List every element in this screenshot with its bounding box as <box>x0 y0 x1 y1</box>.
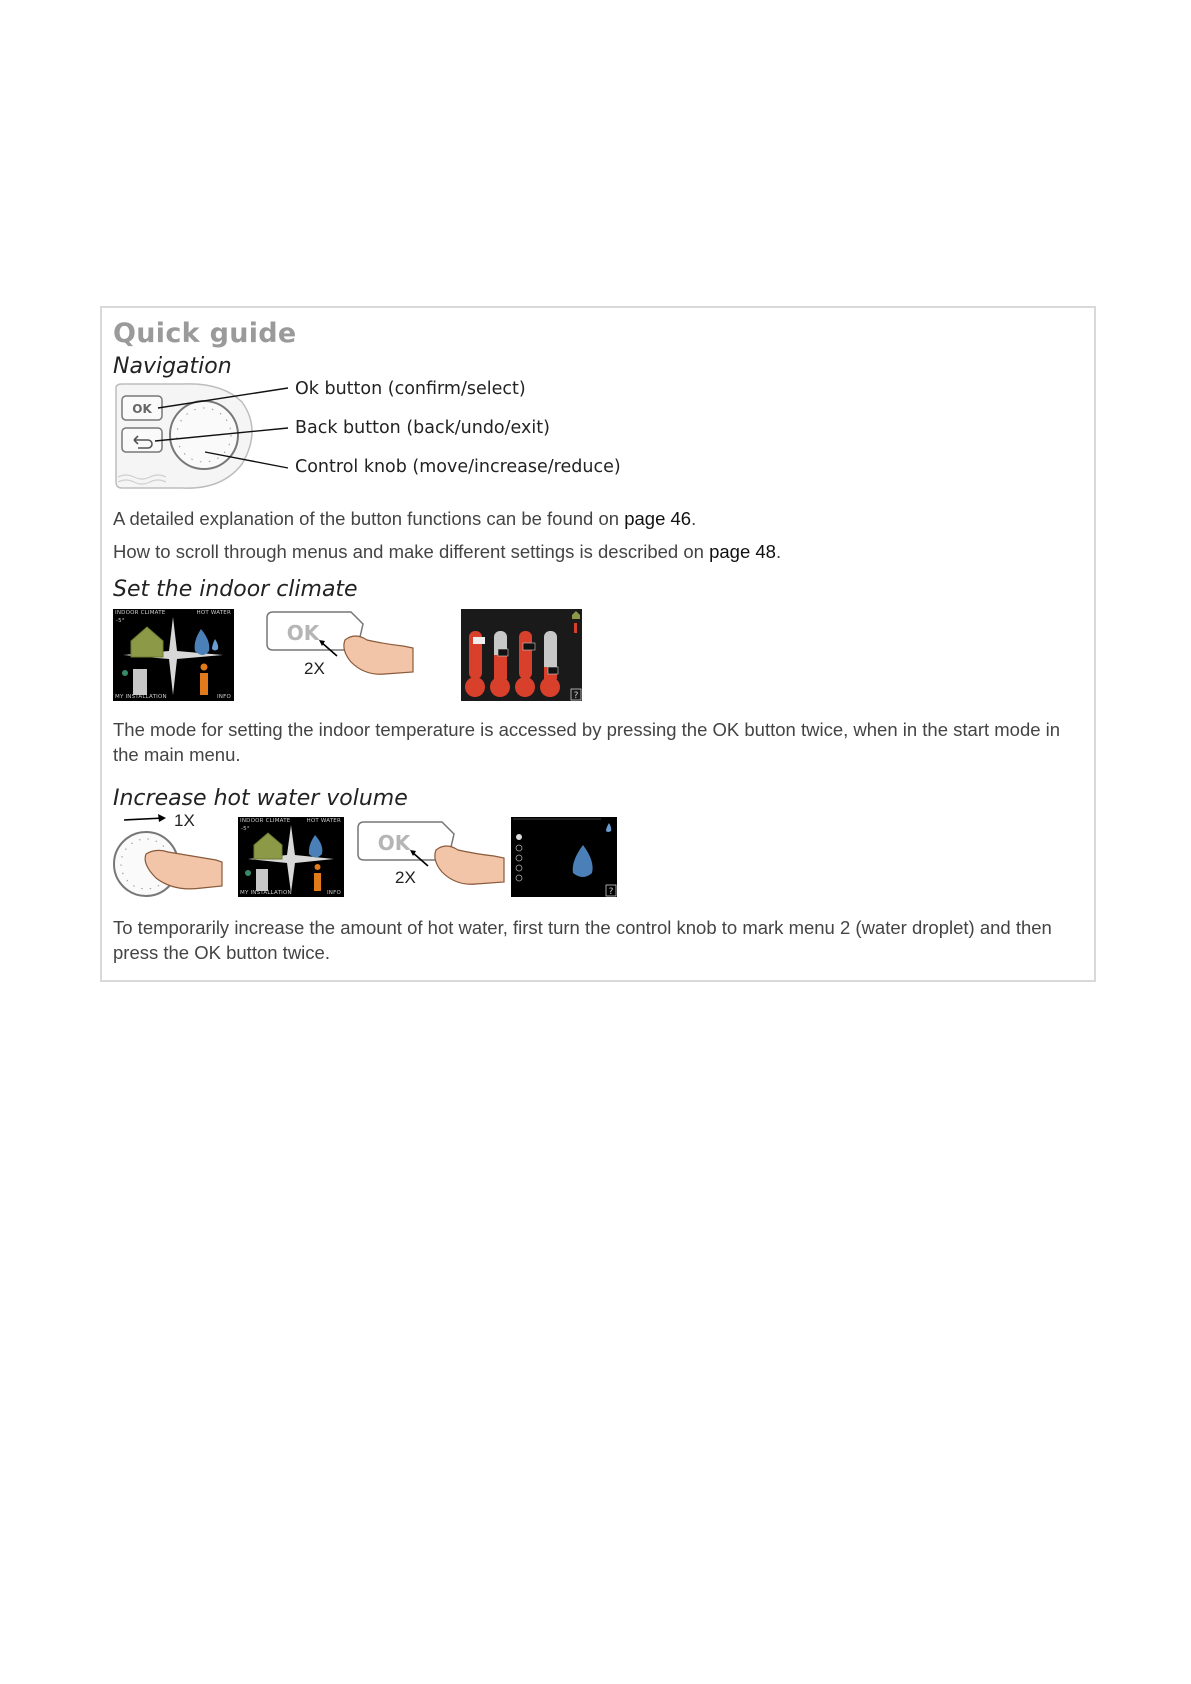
screen2-label-installation: MY INSTALLATION <box>240 890 292 896</box>
ok-button-text: OK <box>132 402 152 416</box>
svg-text:?: ? <box>573 691 579 701</box>
indoor-press-count: 2X <box>304 659 325 678</box>
water-drop-icon <box>195 629 210 655</box>
page-46-link[interactable]: page 46 <box>624 508 692 529</box>
indoor-climate-description: The mode for setting the indoor temperature is accessed by pressing the OK button twice, when in the start mode in the main menu. <box>113 719 1061 765</box>
press-ok-illustration <box>265 610 415 682</box>
screen-label-indoor: INDOOR CLIMATE <box>115 610 166 616</box>
indoor-climate-heading: Set the indoor climate <box>113 577 358 602</box>
hot-water-screen <box>511 817 617 897</box>
hot-water-heading: Increase hot water volume <box>113 786 408 811</box>
water-drop-large-icon <box>573 845 593 877</box>
thermometer-4-icon <box>540 677 560 697</box>
back-button-label: Back button (back/undo/exit) <box>295 418 550 438</box>
svg-text:?: ? <box>608 887 614 897</box>
screen2-label-info: INFO <box>326 890 341 896</box>
house-icon <box>131 627 163 657</box>
screen-label-hotwater: HOT WATER <box>196 610 231 616</box>
thermometer-2-icon <box>490 677 510 697</box>
navigation-heading: Navigation <box>113 354 232 379</box>
screen2-label-hotwater: HOT WATER <box>306 818 341 824</box>
screen-label-temp: -5° <box>116 618 125 624</box>
press-ok-illustration-2 <box>356 820 506 892</box>
hand-icon-2 <box>435 846 504 884</box>
hot-water-description: To temporarily increase the amount of hot water, first turn the control knob to mark menu 2 (water droplet) and then press the OK button twice. <box>113 917 1052 963</box>
screen2-label-indoor: INDOOR CLIMATE <box>240 818 291 824</box>
page-title: Quick guide <box>113 318 297 349</box>
callout-lines <box>150 382 300 472</box>
screen-label-installation: MY INSTALLATION <box>115 694 167 700</box>
house-icon-2 <box>254 833 282 859</box>
hotwater-press-count: 2X <box>395 868 416 887</box>
turn-count: 1X <box>174 811 195 830</box>
water-drop-icon-2 <box>309 835 322 858</box>
turn-knob-illustration <box>112 812 224 900</box>
control-knob-label: Control knob (move/increase/reduce) <box>295 457 621 477</box>
main-menu-screen <box>113 609 234 701</box>
button-functions-paragraph: A detailed explanation of the button functions can be found on page 46. <box>113 508 697 529</box>
screen2-label-temp: -5° <box>241 826 250 832</box>
press-ok-text-2: OK <box>377 831 411 855</box>
press-ok-text: OK <box>286 621 320 645</box>
thermometer-3-icon <box>515 677 535 697</box>
hand-icon <box>344 636 413 674</box>
screen-label-info: INFO <box>216 694 231 700</box>
thermometer-1-icon <box>465 677 485 697</box>
main-menu-screen-2 <box>238 817 344 897</box>
info-icon <box>200 673 208 695</box>
scroll-menus-paragraph: How to scroll through menus and make different settings is described on page 48. <box>113 541 782 562</box>
installation-icon <box>133 669 147 695</box>
indoor-climate-screen <box>461 609 582 701</box>
page-48-link[interactable]: page 48 <box>709 541 776 562</box>
ok-button-label: Ok button (confirm/select) <box>295 379 526 399</box>
